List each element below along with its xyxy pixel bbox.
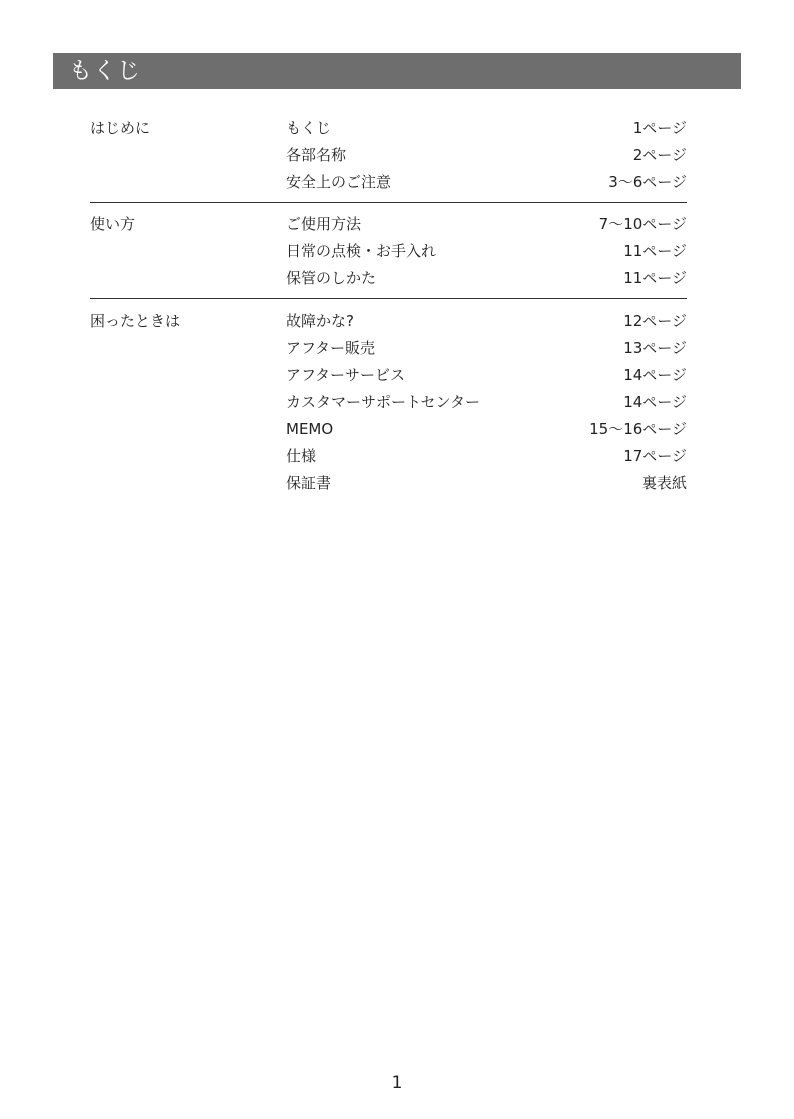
toc-entry[interactable] xyxy=(286,443,687,470)
toc-title-bar xyxy=(53,53,741,89)
toc-section-introduction xyxy=(90,115,687,203)
entry-page: 14ページ xyxy=(623,366,687,384)
entry-page: 11ページ xyxy=(623,242,687,260)
entry-title: ご使用方法 xyxy=(286,215,362,233)
section-category: 困ったときは xyxy=(90,312,181,330)
entry-title: 各部名称 xyxy=(286,146,347,164)
section-entries xyxy=(286,115,687,196)
toc-entry[interactable] xyxy=(286,389,687,416)
section-category: はじめに xyxy=(90,119,151,137)
entry-page: 7～10ページ xyxy=(598,215,687,233)
toc-section-troubleshooting xyxy=(90,299,687,497)
toc-entry[interactable] xyxy=(286,115,687,142)
section-category: 使い方 xyxy=(90,215,136,233)
entry-page: 15～16ページ xyxy=(589,420,687,438)
entry-title: 保証書 xyxy=(286,474,332,492)
entry-title: 保管のしかた xyxy=(286,269,377,287)
entry-title: MEMO xyxy=(286,420,334,438)
entry-title: カスタマーサポートセンター xyxy=(286,393,480,411)
toc-entry[interactable] xyxy=(286,416,687,443)
entry-page: 2ページ xyxy=(632,146,687,164)
table-of-contents xyxy=(90,115,687,497)
toc-entry[interactable] xyxy=(286,211,687,238)
entry-page: 17ページ xyxy=(623,447,687,465)
entry-title: アフターサービス xyxy=(286,366,405,384)
entry-title: 故障かな? xyxy=(286,312,354,330)
toc-entry[interactable] xyxy=(286,142,687,169)
toc-entry[interactable] xyxy=(286,169,687,196)
entry-page: 裏表紙 xyxy=(641,474,687,492)
entry-page: 14ページ xyxy=(623,393,687,411)
page-title: もくじ xyxy=(69,58,141,84)
entry-page: 3～6ページ xyxy=(608,173,687,191)
entry-page: 11ページ xyxy=(623,269,687,287)
entry-page: 13ページ xyxy=(623,339,687,357)
toc-entry[interactable] xyxy=(286,470,687,497)
entry-title: もくじ xyxy=(286,119,332,137)
entry-page: 1ページ xyxy=(632,119,687,137)
entry-page: 12ページ xyxy=(623,312,687,330)
toc-entry[interactable] xyxy=(286,335,687,362)
section-entries xyxy=(286,211,687,292)
page-number: 1 xyxy=(391,1073,403,1093)
toc-entry[interactable] xyxy=(286,362,687,389)
entry-title: アフター販売 xyxy=(286,339,375,357)
entry-title: 安全上のご注意 xyxy=(286,173,392,191)
entry-title: 日常の点検・お手入れ xyxy=(286,242,437,260)
section-entries xyxy=(286,308,687,497)
toc-section-usage xyxy=(90,203,687,299)
toc-entry[interactable] xyxy=(286,265,687,292)
toc-entry[interactable] xyxy=(286,238,687,265)
toc-entry[interactable] xyxy=(286,308,687,335)
entry-title: 仕様 xyxy=(286,447,317,465)
